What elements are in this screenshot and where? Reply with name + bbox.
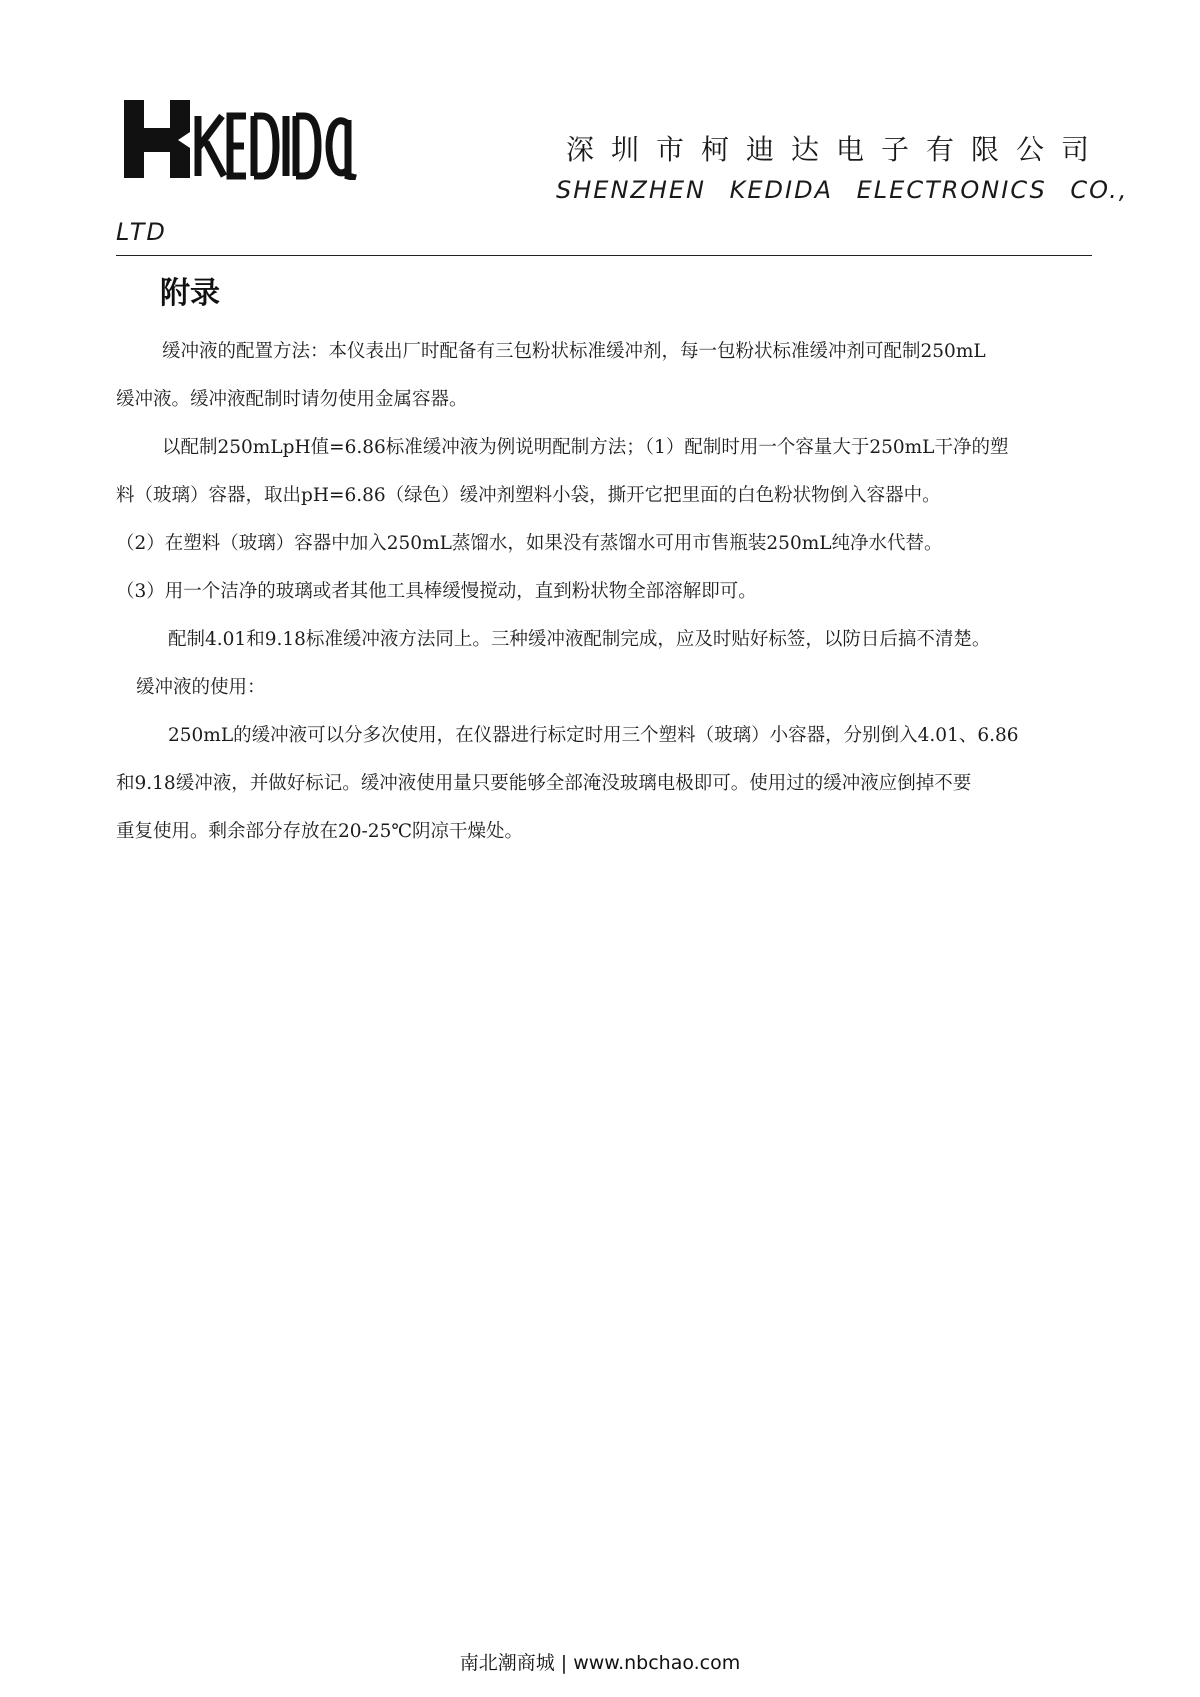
section-heading-usage: 缓冲液的使用：: [136, 677, 266, 698]
company-name-en: SHENZHEN KEDIDA ELECTRONICS CO.,: [556, 176, 1129, 204]
kedida-logo: [122, 98, 382, 180]
body-line: 料（玻璃）容器，取出pH=6.86（绿色）缓冲剂塑料小袋，撕开它把里面的白色粉状物倒入容器中。: [116, 485, 941, 506]
company-name-en-tail: LTD: [116, 218, 167, 246]
body-line: 和9.18缓冲液，并做好标记。缓冲液使用量只要能够全部淹没玻璃电极即可。使用过的缓冲液应倒掉不要: [116, 773, 972, 794]
company-name-cn: 深圳市柯迪达电子有限公司: [566, 133, 1107, 166]
body-line: 以配制250mLpH值=6.86标准缓冲液为例说明配制方法；（1）配制时用一个容量大于250mL干净的塑: [162, 437, 1009, 458]
header-divider: [116, 255, 1092, 256]
body-line: 250mL的缓冲液可以分多次使用，在仪器进行标定时用三个塑料（玻璃）小容器，分别倒入4.01、6.86: [168, 725, 1019, 746]
body-line: （2）在塑料（玻璃）容器中加入250mL蒸馏水，如果没有蒸馏水可用市售瓶装250mL纯净水代替。: [116, 533, 943, 554]
body-line: 缓冲液的配置方法：本仪表出厂时配备有三包粉状标准缓冲剂，每一包粉状标准缓冲剂可配制250mL: [162, 341, 986, 362]
appendix-title: 附录: [160, 276, 220, 311]
body-line: 重复使用。剩余部分存放在20-25℃阴凉干燥处。: [116, 821, 524, 842]
footer-watermark: 南北潮商城 | www.nbchao.com: [459, 1652, 741, 1674]
body-line: 缓冲液。缓冲液配制时请勿使用金属容器。: [116, 389, 468, 410]
body-line: 配制4.01和9.18标准缓冲液方法同上。三种缓冲液配制完成，应及时贴好标签，以防日后搞不清楚。: [168, 629, 991, 650]
body-line: （3）用一个洁净的玻璃或者其他工具棒缓慢搅动，直到粉状物全部溶解即可。: [116, 581, 757, 602]
